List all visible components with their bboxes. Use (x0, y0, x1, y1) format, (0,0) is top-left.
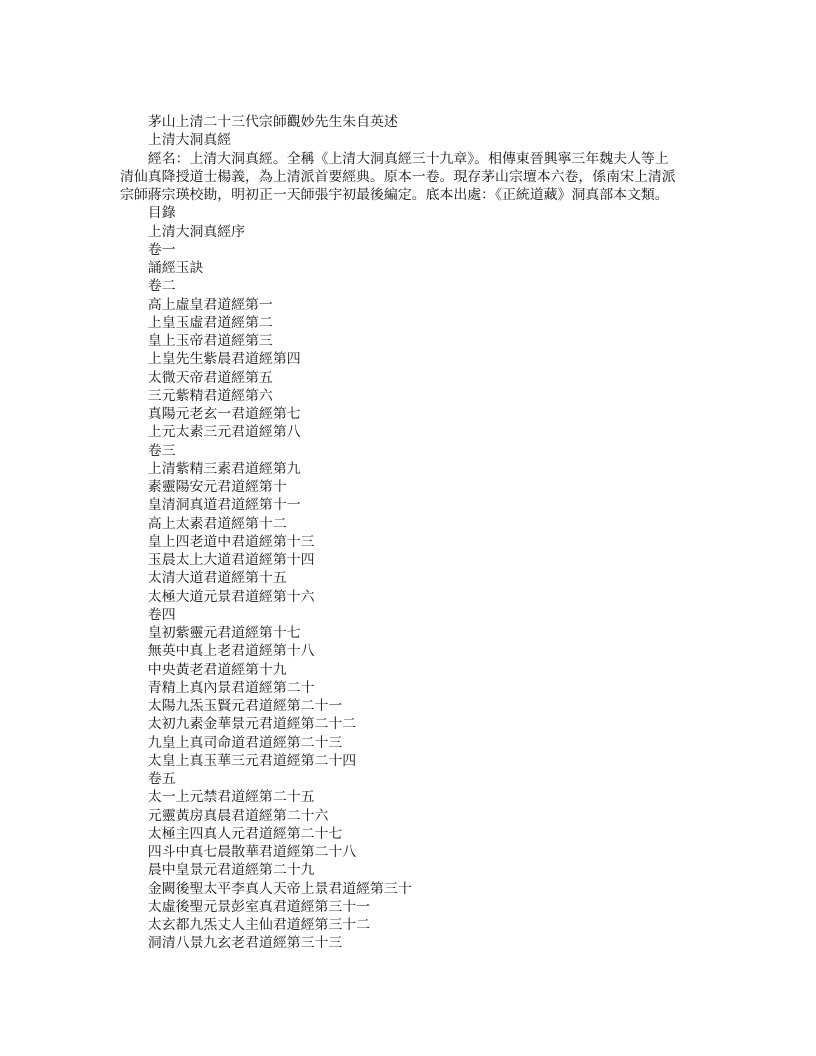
toc-item: 高上太素君道經第十二 (147, 515, 287, 532)
toc-item: 洞清八景九玄老君道經第三十三 (147, 935, 343, 952)
toc-item: 上元太素三元君道經第八 (147, 424, 301, 441)
toc-item: 高上虛皇君道經第一 (147, 296, 273, 313)
table-of-contents (120, 223, 680, 953)
toc-item: 上皇先生紫晨君道經第四 (147, 351, 301, 368)
toc-item: 卷三 (147, 442, 176, 459)
toc-item: 太皇上真玉華三元君道經第二十四 (147, 752, 357, 769)
toc-item: 太玄都九炁丈人主仙君道經第三十二 (147, 917, 371, 933)
toc-item: 太一上元禁君道經第二十五 (147, 789, 315, 806)
toc-item: 太微天帝君道經第五 (147, 369, 273, 386)
toc-item: 真陽元老玄一君道經第七 (147, 406, 301, 422)
toc-item: 太清大道君道經第十五 (147, 570, 287, 587)
document-page (120, 113, 680, 953)
toc-heading: 目錄 (147, 205, 176, 222)
toc-item: 四斗中真七晨散華君道經第二十八 (147, 844, 357, 860)
author-line: 茅山上清二十三代宗師觀妙先生朱自英述 (147, 114, 398, 130)
document-description: 經名：上清大洞真經。全稱《上清大洞真經三十九章》。相傳東晉興寧三年魏夫人等上清仙真降授道士楊義，為上清派首要經典。原本一卷。現存茅山宗壇本六卷，係南宋上清派宗師蔣宗瑛校勘，明初正一天師張宇初最後編定。底本出處：《正統道藏》洞真部本文類。 (120, 150, 676, 203)
toc-item: 太極大道元景君道經第十六 (147, 588, 315, 605)
toc-item: 素靈陽安元君道經第十 (147, 479, 287, 495)
toc-item: 太虛後聖元景彭室真君道經第三十一 (147, 898, 371, 915)
toc-item: 上清大洞真經序 (147, 223, 246, 240)
toc-item: 卷四 (147, 606, 176, 623)
toc-item: 皇清洞真道君道經第十一 (147, 497, 301, 514)
toc-item: 玉晨太上大道君道經第十四 (147, 552, 315, 568)
toc-item: 三元紫精君道經第六 (147, 387, 273, 404)
toc-item: 中央黃老君道經第十九 (147, 661, 287, 678)
toc-item: 上皇玉虛君道經第二 (147, 314, 273, 331)
toc-item: 元靈黃房真晨君道經第二十六 (147, 807, 329, 824)
toc-item: 皇上玉帝君道經第三 (147, 333, 273, 349)
toc-item: 太陽九炁玉賢元君道經第二十一 (147, 698, 343, 714)
toc-item: 卷五 (147, 771, 176, 787)
toc-item: 太極主四真人元君道經第二十七 (147, 825, 343, 842)
toc-item: 誦經玉訣 (147, 260, 204, 276)
document-title: 上清大洞真經 (147, 132, 232, 149)
toc-item: 皇上四老道中君道經第十三 (147, 533, 315, 550)
toc-item: 青精上真內景君道經第二十 (147, 679, 315, 696)
toc-item: 上清紫精三素君道經第九 (147, 460, 301, 477)
toc-item: 卷一 (147, 241, 176, 258)
toc-item: 晨中皇景元君道經第二十九 (147, 862, 315, 879)
toc-item: 卷二 (147, 278, 176, 295)
toc-item: 九皇上真司命道君道經第二十三 (147, 734, 343, 751)
toc-item: 太初九素金華景元君道經第二十二 (147, 716, 357, 733)
toc-item: 金闕後聖太平李真人天帝上景君道經第三十 (147, 880, 412, 897)
toc-item: 皇初紫靈元君道經第十七 (147, 625, 301, 641)
toc-item: 無英中真上老君道經第十八 (147, 643, 315, 660)
